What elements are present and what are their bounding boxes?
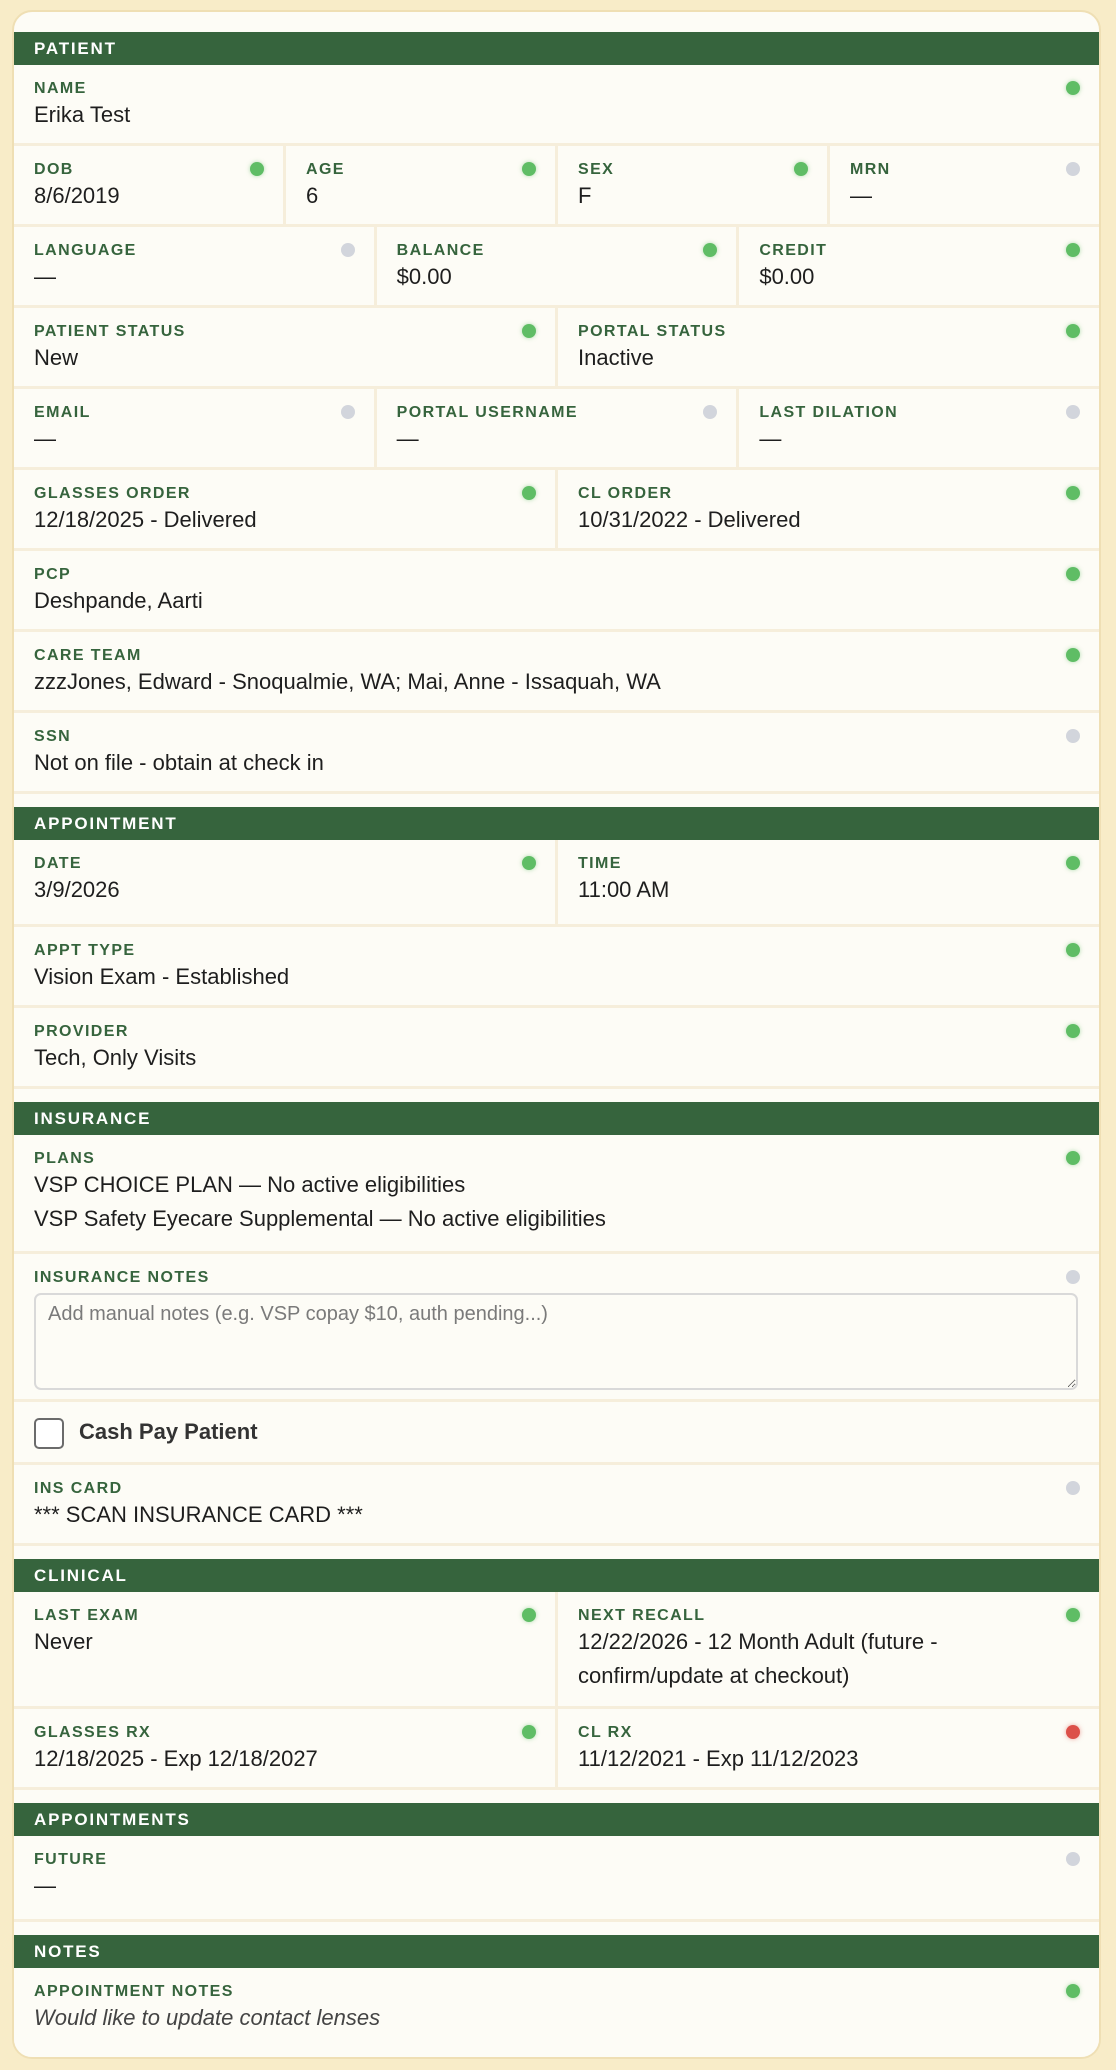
field-label: LANGUAGE — [34, 242, 137, 259]
field-value: — — [850, 183, 872, 208]
field-label: EMAIL — [34, 404, 91, 421]
field-label: MRN — [850, 161, 891, 178]
field-label: DATE — [34, 855, 82, 872]
field-label: AGE — [306, 161, 345, 178]
section-spacer — [14, 794, 1099, 807]
section-header-notes: NOTES — [14, 1935, 1099, 1968]
row-orders — [14, 470, 1099, 551]
status-ok-icon — [522, 856, 536, 870]
field-pcp — [14, 551, 1099, 629]
status-empty-icon — [341, 405, 355, 419]
field-value: 12/18/2025 - Delivered — [34, 507, 257, 532]
field-portal-username — [377, 389, 737, 467]
row-ins-card — [14, 1465, 1099, 1546]
status-empty-icon — [1066, 1270, 1080, 1284]
field-label: LAST DILATION — [759, 404, 899, 421]
field-label: INS CARD — [34, 1480, 123, 1497]
field-cl-rx — [558, 1709, 1099, 1787]
field-label: GLASSES RX — [34, 1724, 152, 1741]
field-glasses-rx — [14, 1709, 555, 1787]
status-ok-icon — [1066, 856, 1080, 870]
section-spacer — [14, 1922, 1099, 1935]
field-value: Not on file - obtain at check in — [34, 750, 324, 775]
field-value: — — [396, 426, 419, 451]
row-plans — [14, 1135, 1099, 1254]
field-value: Would like to update contact lenses — [34, 2005, 381, 2030]
field-value: 11:00 AM — [578, 877, 670, 902]
section-spacer — [14, 1546, 1099, 1559]
patient-summary-card — [12, 10, 1101, 2059]
field-age — [286, 146, 555, 224]
field-value: Deshpande, Aarti — [34, 588, 203, 613]
section-header-appointment: APPOINTMENT — [14, 807, 1099, 840]
field-value: — — [34, 264, 56, 289]
field-last-dilation — [739, 389, 1099, 467]
field-label: DOB — [34, 161, 74, 178]
row-demographics — [14, 146, 1099, 227]
field-dob — [14, 146, 283, 224]
status-empty-icon — [1066, 1852, 1080, 1866]
row-ssn — [14, 713, 1099, 794]
field-email — [14, 389, 374, 467]
field-label: PLANS — [34, 1150, 96, 1167]
cash-pay-label[interactable]: Cash Pay Patient — [79, 1419, 258, 1444]
field-care-team — [14, 632, 1099, 710]
status-ok-icon — [1066, 648, 1080, 662]
field-insurance-notes — [14, 1254, 1099, 1399]
field-ssn — [14, 713, 1099, 791]
status-ok-icon — [1066, 1984, 1080, 1998]
field-value: F — [578, 183, 592, 208]
status-ok-icon — [1066, 1024, 1080, 1038]
status-ok-icon — [1066, 81, 1080, 95]
field-appointment-notes — [14, 1968, 1099, 2059]
status-ok-icon — [522, 324, 536, 338]
row-exam-recall — [14, 1592, 1099, 1709]
row-financial — [14, 227, 1099, 308]
cash-pay-checkbox[interactable] — [34, 1418, 64, 1449]
field-label: APPOINTMENT NOTES — [34, 1983, 234, 2000]
field-label: CARE TEAM — [34, 647, 142, 664]
status-ok-icon — [1066, 243, 1080, 257]
status-ok-icon — [1066, 943, 1080, 957]
field-glasses-order — [14, 470, 555, 548]
field-label: SSN — [34, 728, 72, 745]
row-name — [14, 65, 1099, 146]
field-label: PORTAL STATUS — [578, 323, 727, 340]
field-plans — [14, 1135, 1099, 1251]
field-value: $0.00 — [396, 264, 452, 289]
field-label: NAME — [34, 80, 87, 97]
field-mrn — [830, 146, 1099, 224]
field-date — [14, 840, 555, 924]
section-spacer — [14, 1089, 1099, 1102]
status-ok-icon — [1066, 1608, 1080, 1622]
status-ok-icon — [250, 162, 264, 176]
row-care-team — [14, 632, 1099, 713]
section-header-appointments: APPOINTMENTS — [14, 1803, 1099, 1836]
section-header-insurance: INSURANCE — [14, 1102, 1099, 1135]
section-header-patient: PATIENT — [14, 32, 1099, 65]
field-value: *** SCAN INSURANCE CARD *** — [34, 1502, 363, 1527]
insurance-notes-input[interactable] — [34, 1293, 1078, 1390]
status-ok-icon — [1066, 486, 1080, 500]
row-insurance-notes — [14, 1254, 1099, 1402]
row-cash-pay — [14, 1402, 1099, 1465]
field-label: NEXT RECALL — [578, 1607, 706, 1624]
row-contact — [14, 389, 1099, 470]
status-empty-icon — [1066, 405, 1080, 419]
field-value: — — [759, 426, 782, 451]
field-label: SEX — [578, 161, 615, 178]
row-pcp — [14, 551, 1099, 632]
field-time — [558, 840, 1099, 924]
field-value: zzzJones, Edward - Snoqualmie, WA; Mai, Anne - Issaquah, WA — [34, 669, 661, 694]
row-datetime — [14, 840, 1099, 927]
status-ok-icon — [522, 1608, 536, 1622]
field-last-exam — [14, 1592, 555, 1706]
row-appointment-notes — [14, 1968, 1099, 2059]
field-label: CL RX — [578, 1724, 633, 1741]
field-portal-status — [558, 308, 1099, 386]
plan-line: VSP Safety Eyecare Supplemental — No active eligibilities — [34, 1206, 606, 1231]
field-future — [14, 1836, 1099, 1919]
status-ok-icon — [1066, 567, 1080, 581]
row-future — [14, 1836, 1099, 1922]
status-empty-icon — [1066, 729, 1080, 743]
field-value: 10/31/2022 - Delivered — [578, 507, 801, 532]
field-value: 12/18/2025 - Exp 12/18/2027 — [34, 1746, 318, 1771]
field-sex — [558, 146, 827, 224]
cash-pay-toggle[interactable] — [14, 1402, 1099, 1462]
field-label: PORTAL USERNAME — [396, 404, 578, 421]
status-ok-icon — [1066, 324, 1080, 338]
field-value: — — [34, 1873, 56, 1898]
field-appt-type — [14, 927, 1099, 1005]
field-value: Erika Test — [34, 102, 131, 127]
field-value: 11/12/2021 - Exp 11/12/2023 — [578, 1746, 859, 1771]
field-value: — — [34, 426, 56, 451]
row-status — [14, 308, 1099, 389]
field-label: PROVIDER — [34, 1023, 129, 1040]
field-provider — [14, 1008, 1099, 1086]
field-credit — [739, 227, 1099, 305]
field-label: TIME — [578, 855, 622, 872]
row-rx — [14, 1709, 1099, 1790]
section-spacer — [14, 1790, 1099, 1803]
status-empty-icon — [341, 243, 355, 257]
field-cl-order — [558, 470, 1099, 548]
field-label: BALANCE — [396, 242, 485, 259]
status-ok-icon — [522, 486, 536, 500]
insurance-notes-wrapper — [34, 1293, 1078, 1395]
field-value: $0.00 — [759, 264, 815, 289]
field-ins-card — [14, 1465, 1099, 1543]
section-header-clinical: CLINICAL — [14, 1559, 1099, 1592]
field-value: Never — [34, 1629, 93, 1654]
field-label: LAST EXAM — [34, 1607, 140, 1624]
field-label: CREDIT — [759, 242, 828, 259]
field-label: INSURANCE NOTES — [34, 1269, 210, 1286]
field-value: Inactive — [578, 345, 654, 370]
plan-line: VSP CHOICE PLAN — No active eligibilities — [34, 1172, 466, 1197]
status-empty-icon — [1066, 162, 1080, 176]
field-label: FUTURE — [34, 1851, 108, 1868]
field-value: 6 — [306, 183, 319, 208]
field-value: Tech, Only Visits — [34, 1045, 197, 1070]
field-label: PCP — [34, 566, 72, 583]
field-value: 3/9/2026 — [34, 877, 120, 902]
field-next-recall — [558, 1592, 1099, 1706]
field-label: GLASSES ORDER — [34, 485, 191, 502]
field-value: 8/6/2019 — [34, 183, 120, 208]
field-name — [14, 65, 1099, 143]
field-value: Vision Exam - Established — [34, 964, 290, 989]
field-language — [14, 227, 374, 305]
status-ok-icon — [522, 162, 536, 176]
status-ok-icon — [1066, 1151, 1080, 1165]
field-label: APPT TYPE — [34, 942, 136, 959]
field-value: 12/22/2026 - 12 Month Adult (future - confirm/update at checkout) — [578, 1629, 938, 1688]
status-ok-icon — [522, 1725, 536, 1739]
row-provider — [14, 1008, 1099, 1089]
field-label: PATIENT STATUS — [34, 323, 186, 340]
field-value: New — [34, 345, 79, 370]
field-patient-status — [14, 308, 555, 386]
status-alert-icon — [1066, 1725, 1080, 1739]
field-label: CL ORDER — [578, 485, 673, 502]
field-balance — [377, 227, 737, 305]
status-empty-icon — [1066, 1481, 1080, 1495]
status-ok-icon — [794, 162, 808, 176]
row-appt-type — [14, 927, 1099, 1008]
